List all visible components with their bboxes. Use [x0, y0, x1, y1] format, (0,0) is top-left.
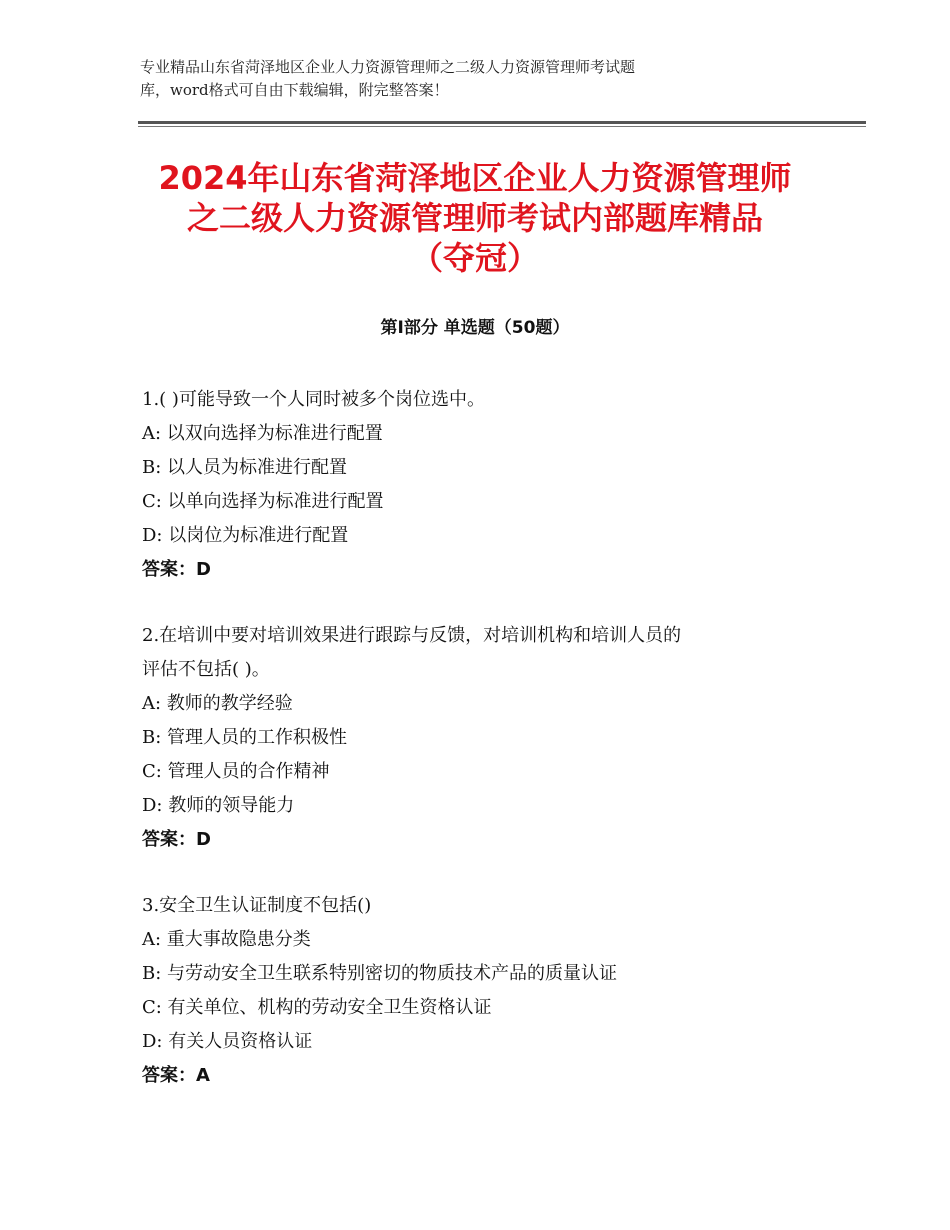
- document-title: [100, 158, 850, 278]
- section-heading: 第Ⅰ部分 单选题（50题）: [380, 318, 570, 338]
- answer: 答案：A: [142, 1065, 210, 1086]
- option-a: A: 教师的教学经验: [142, 693, 293, 714]
- document-title-line-1: 2024年山东省菏泽地区企业人力资源管理师: [158, 159, 792, 197]
- option-d: D: 有关人员资格认证: [142, 1031, 313, 1052]
- header-note-line-1: 专业精品山东省菏泽地区企业人力资源管理师之二级人力资源管理师考试题: [140, 58, 636, 76]
- option-c: C: 管理人员的合作精神: [142, 761, 330, 782]
- option-b: B: 以人员为标准进行配置: [142, 457, 348, 478]
- option-b: B: 管理人员的工作积极性: [142, 727, 348, 748]
- header-divider-thick: [138, 121, 866, 124]
- question-list: [142, 383, 822, 1125]
- question-text-line: 1.( )可能导致一个人同时被多个岗位选中。: [142, 389, 485, 410]
- question-text: [142, 619, 822, 687]
- answer: 答案：D: [142, 559, 211, 580]
- option-a: A: 以双向选择为标准进行配置: [142, 423, 383, 444]
- answer: 答案：D: [142, 829, 211, 850]
- header-note: [140, 56, 800, 102]
- question-text-line: 评估不包括( )。: [142, 659, 270, 680]
- question-2: [142, 619, 822, 857]
- option-c: C: 以单向选择为标准进行配置: [142, 491, 384, 512]
- question-text: [142, 383, 822, 417]
- option-d: D: 教师的领导能力: [142, 795, 295, 816]
- option-b: B: 与劳动安全卫生联系特别密切的物质技术产品的质量认证: [142, 963, 618, 984]
- document-title-line-2: 之二级人力资源管理师考试内部题库精品: [186, 199, 763, 237]
- option-a: A: 重大事故隐患分类: [142, 929, 311, 950]
- header-note-line-2: 库，word格式可自由下载编辑，附完整答案！: [140, 81, 449, 99]
- option-d: D: 以岗位为标准进行配置: [142, 525, 349, 546]
- question-text: [142, 889, 822, 923]
- question-3: [142, 889, 822, 1093]
- question-text-line: 2.在培训中要对培训效果进行跟踪与反馈，对培训机构和培训人员的: [142, 625, 682, 646]
- header-divider-thin: [138, 126, 866, 127]
- question-text-line: 3.安全卫生认证制度不包括(): [142, 895, 372, 916]
- document-title-line-3: （夺冠）: [410, 239, 539, 277]
- option-c: C: 有关单位、机构的劳动安全卫生资格认证: [142, 997, 492, 1018]
- question-1: [142, 383, 822, 587]
